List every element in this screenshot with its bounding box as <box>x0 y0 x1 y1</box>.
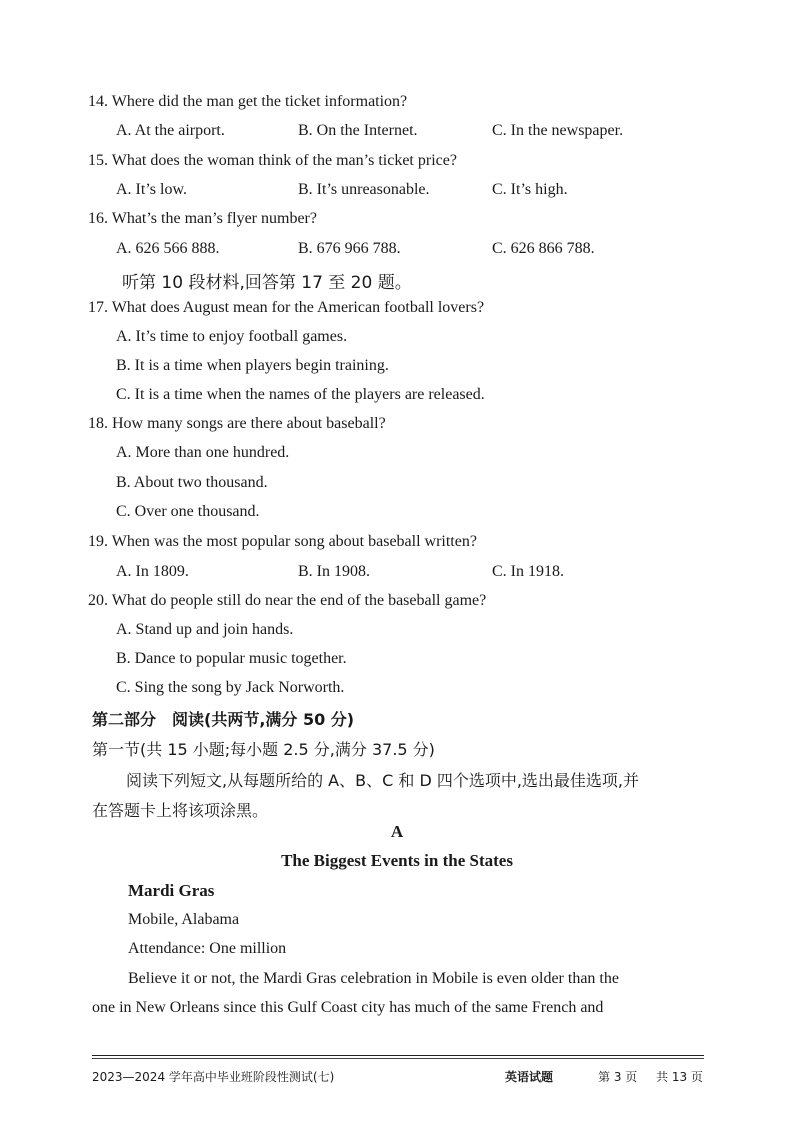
question-19-option-b: B. In 1908. <box>298 563 370 580</box>
footer-total-pages: 共 13 页 <box>656 1070 703 1084</box>
footer-subject: 英语试题 <box>505 1070 554 1084</box>
question-15-option-c: C. It’s high. <box>492 181 568 198</box>
question-15-option-b: B. It’s unreasonable. <box>298 181 430 198</box>
section1-title: 第一节(共 15 小题;每小题 2.5 分,满分 37.5 分) <box>92 740 435 759</box>
question-20-option-a: A. Stand up and join hands. <box>116 621 294 638</box>
footer-rule-thin <box>92 1058 704 1059</box>
listening-instruction: 听第 10 段材料,回答第 17 至 20 题。 <box>122 273 412 293</box>
question-14-option-b: B. On the Internet. <box>298 122 418 139</box>
question-16-stem: 16. What’s the man’s flyer number? <box>88 210 317 227</box>
event-name: Mardi Gras <box>128 881 215 900</box>
question-14-option-a: A. At the airport. <box>116 122 225 139</box>
question-17-option-b: B. It is a time when players begin training. <box>116 357 389 374</box>
question-18-option-a: A. More than one hundred. <box>116 444 290 461</box>
footer-rule <box>92 1055 704 1056</box>
footer-exam-name: 2023—2024 学年高中毕业班阶段性测试(七) <box>92 1070 335 1084</box>
passage-line-1: Believe it or not, the Mardi Gras celebration in Mobile is even older than the <box>128 970 619 987</box>
passage-title: The Biggest Events in the States <box>281 851 513 870</box>
question-16-option-a: A. 626 566 888. <box>116 240 220 257</box>
question-17-option-a: A. It’s time to enjoy football games. <box>116 328 348 345</box>
event-location: Mobile, Alabama <box>128 911 240 928</box>
question-14-option-c: C. In the newspaper. <box>492 122 624 139</box>
question-15-option-a: A. It’s low. <box>116 181 187 198</box>
question-20-option-c: C. Sing the song by Jack Norworth. <box>116 679 345 696</box>
footer-page-number: 第 3 页 <box>598 1070 638 1084</box>
question-16-option-c: C. 626 866 788. <box>492 240 595 257</box>
reading-instruction-line1: 阅读下列短文,从每题所给的 A、B、C 和 D 四个选项中,选出最佳选项,并 <box>126 771 640 790</box>
question-15-stem: 15. What does the woman think of the man’s ticket price? <box>88 152 457 169</box>
part2-title: 第二部分 阅读(共两节,满分 50 分) <box>92 710 355 729</box>
question-18-option-b: B. About two thousand. <box>116 474 268 491</box>
question-19-stem: 19. When was the most popular song about baseball written? <box>88 533 477 550</box>
question-19-option-c: C. In 1918. <box>492 563 564 580</box>
event-attendance: Attendance: One million <box>128 940 287 957</box>
question-20-stem: 20. What do people still do near the end of the baseball game? <box>88 592 487 609</box>
passage-letter: A <box>390 822 404 841</box>
question-14-stem: 14. Where did the man get the ticket information? <box>88 93 408 110</box>
question-16-option-b: B. 676 966 788. <box>298 240 401 257</box>
question-17-stem: 17. What does August mean for the American football lovers? <box>88 299 485 316</box>
question-18-stem: 18. How many songs are there about baseball? <box>88 415 386 432</box>
question-20-option-b: B. Dance to popular music together. <box>116 650 347 667</box>
reading-instruction-line2: 在答题卡上将该项涂黑。 <box>92 801 269 820</box>
question-18-option-c: C. Over one thousand. <box>116 503 260 520</box>
question-19-option-a: A. In 1809. <box>116 563 189 580</box>
passage-line-2: one in New Orleans since this Gulf Coast city has much of the same French and <box>92 999 604 1016</box>
question-17-option-c: C. It is a time when the names of the players are released. <box>116 386 485 403</box>
